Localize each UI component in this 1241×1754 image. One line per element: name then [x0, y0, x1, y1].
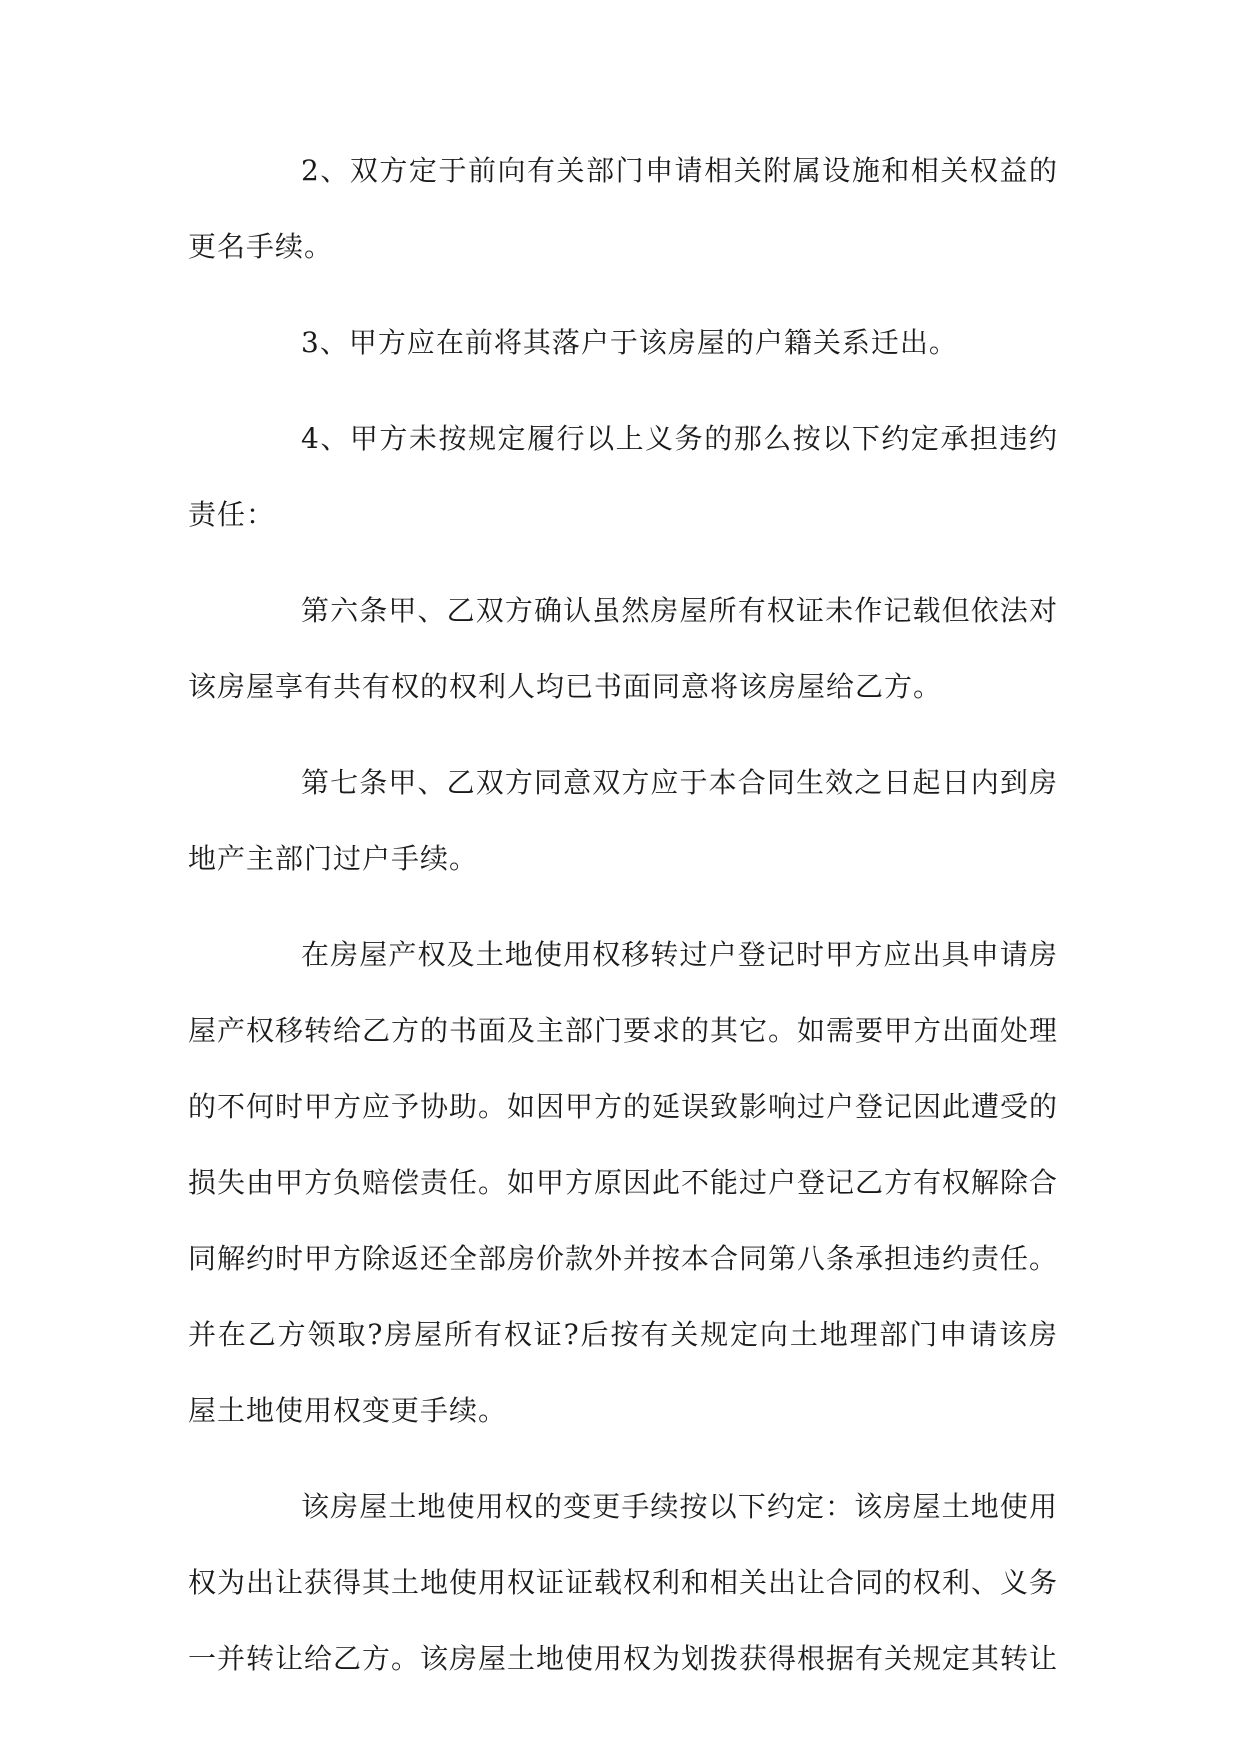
paragraph-article-7: 第七条甲、乙双方同意双方应于本合同生效之日起日内到房地产主部门过户手续。 — [188, 766, 1058, 875]
paragraph-land-use-rights: 该房屋土地使用权的变更手续按以下约定：该房屋土地使用权为出让获得其土地使用权证证载权利和相关出让合同的权利、义务一并转让给乙方。该房屋土地使用权为划拨获得根据有关规定其转让 — [188, 1490, 1059, 1675]
paragraph-transfer-registration: 在房屋产权及土地使用权移转过户登记时甲方应出具申请房屋产权移转给乙方的书面及主部门要求的其它。如需要甲方出面处理的不何时甲方应予协助。如因甲方的延误致影响过户登记因此遭受的损失由甲方负赔偿责任。如甲方原因此不能过户登记乙方有权解除合同解约时甲方除返还全部房价款外并按本合同第八条承担违约责任。并在乙方领取?房屋所有权证?后按有关规定向土地理部门申请该房屋土地使用权变更手续。 — [188, 938, 1059, 1427]
document-body — [188, 133, 1058, 1717]
paragraph-clause-3: 3、甲方应在前将其落户于该房屋的户籍关系迁出。 — [301, 326, 958, 359]
paragraph-clause-2: 2、双方定于前向有关部门申请相关附属设施和相关权益的更名手续。 — [188, 154, 1058, 263]
paragraph-article-6: 第六条甲、乙双方确认虽然房屋所有权证未作记载但依法对该房屋享有共有权的权利人均已书面同意将该房屋给乙方。 — [188, 594, 1058, 703]
paragraph-clause-4: 4、甲方未按规定履行以上义务的那么按以下约定承担违约责任： — [188, 422, 1058, 531]
